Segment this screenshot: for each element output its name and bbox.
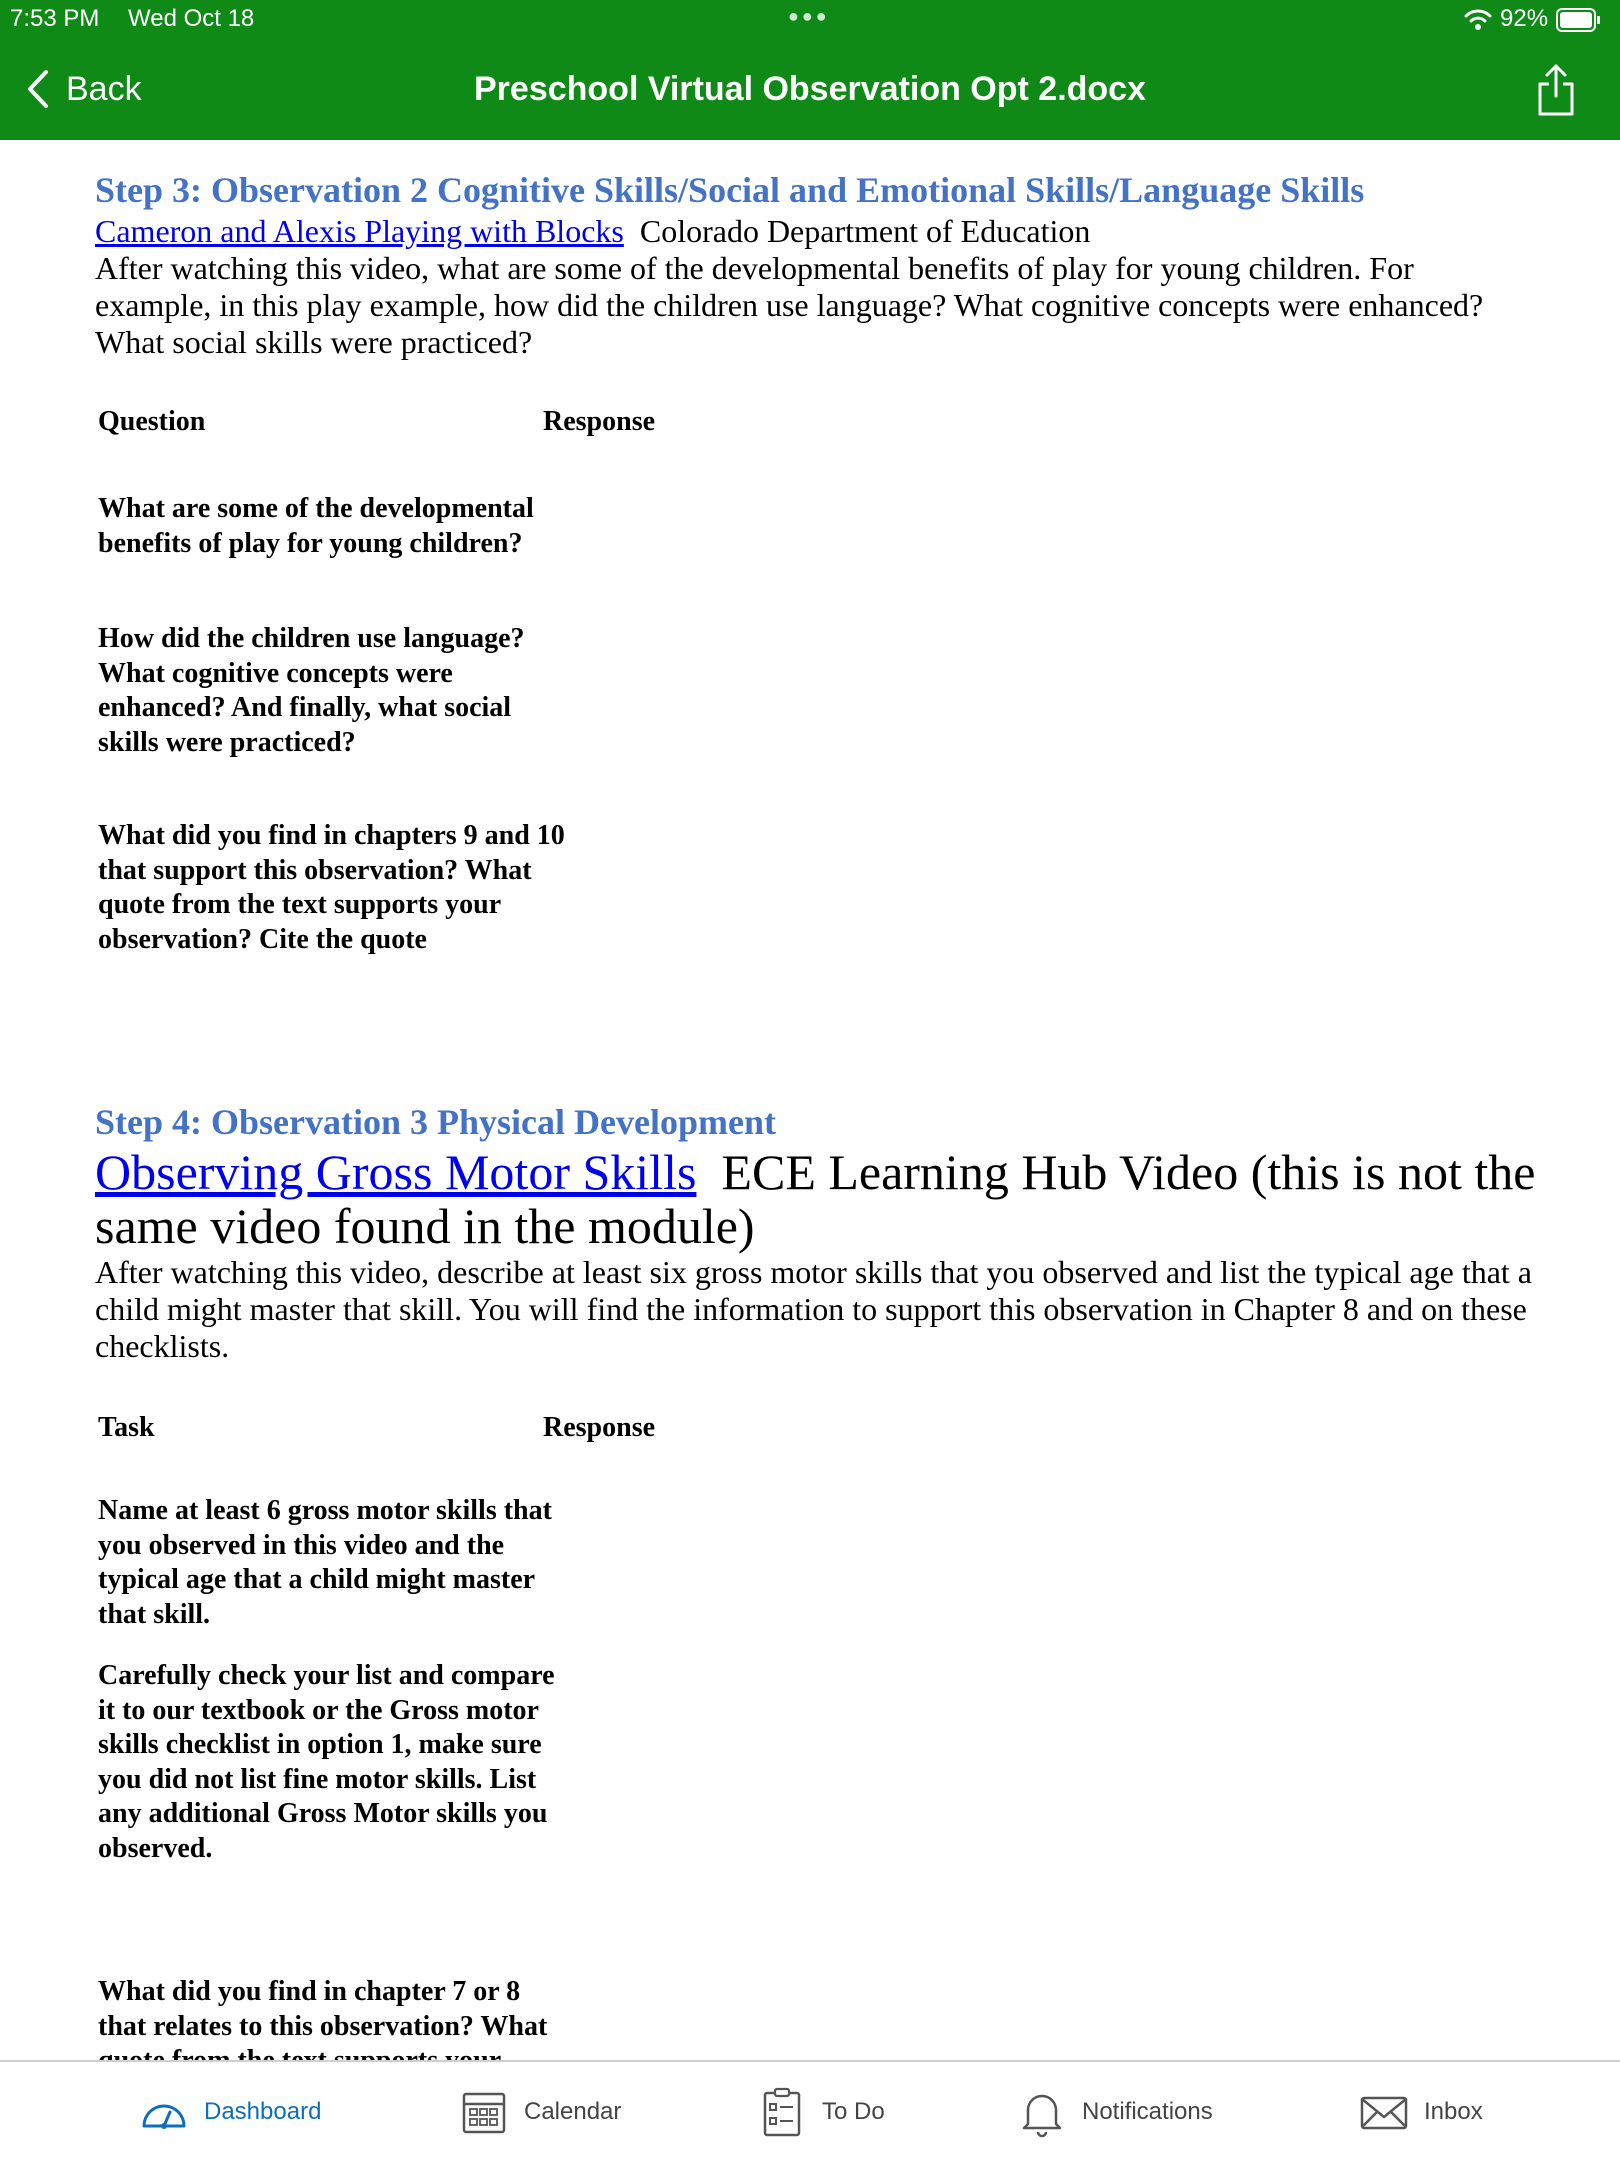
chevron-left-icon xyxy=(24,68,52,110)
back-button[interactable] xyxy=(24,66,142,112)
step3-question-header: Question xyxy=(98,406,206,437)
todo-icon xyxy=(756,2086,808,2138)
step4-task: Carefully check your list and compare it to our textbook or the Gross motor skills checklist in option 1, make sure you did not list fine motor skills. List any additional Gross Motor skills you observed. xyxy=(98,1660,555,1864)
step3-video-link[interactable]: Cameron and Alexis Playing with Blocks xyxy=(95,213,624,249)
dashboard-icon xyxy=(138,2086,190,2138)
tab-notifications[interactable] xyxy=(1016,2082,1213,2142)
battery-icon xyxy=(1556,8,1600,32)
document-view[interactable] xyxy=(0,140,1620,2060)
step3-heading: Step 3: Observation 2 Cognitive Skills/Social and Emotional Skills/Language Skills xyxy=(95,170,1365,210)
battery-percent: 92% xyxy=(1500,5,1549,32)
step4-source-line xyxy=(95,1145,1575,1253)
tab-inbox[interactable] xyxy=(1358,2082,1483,2142)
app-header xyxy=(0,0,1620,140)
inbox-icon xyxy=(1358,2086,1410,2138)
step4-heading: Step 4: Observation 3 Physical Development xyxy=(95,1102,776,1142)
wifi-icon xyxy=(1464,7,1492,31)
step4-source: ECE Learning Hub Video (this is not the same video found in the module) xyxy=(95,1144,1536,1254)
step3-question: What did you find in chapters 9 and 10 that support this observation? What quote from the text supports your observation? Cite the quote xyxy=(98,820,565,955)
tab-label: To Do xyxy=(822,2098,885,2125)
bell-icon xyxy=(1016,2086,1068,2138)
tab-calendar[interactable] xyxy=(458,2082,621,2142)
step4-task: Name at least 6 gross motor skills that you observed in this video and the typical age that a child might master that skill. xyxy=(98,1495,552,1630)
status-date: Wed Oct 18 xyxy=(128,5,255,32)
step3-question: What are some of the developmental benefits of play for young children? xyxy=(98,493,534,559)
step4-response-header: Response xyxy=(543,1412,656,1443)
step4-task-header: Task xyxy=(98,1412,155,1443)
share-icon[interactable] xyxy=(1534,62,1578,118)
tab-todo[interactable] xyxy=(756,2082,885,2142)
tab-label: Calendar xyxy=(524,2098,622,2125)
tab-bar xyxy=(0,2060,1620,2162)
tab-label: Inbox xyxy=(1424,2098,1483,2125)
step4-task: What did you find in chapter 7 or 8 that relates to this observation? What xyxy=(98,1976,548,2042)
step3-source: Colorado Department of Education xyxy=(639,213,1091,249)
calendar-icon xyxy=(458,2086,510,2138)
tab-label: Dashboard xyxy=(204,2098,322,2125)
step3-source-line xyxy=(95,213,1575,250)
step3-question: How did the children use language? What cognitive concepts were enhanced? And finally, what social skills were practiced? xyxy=(98,623,525,758)
step4-video-link[interactable]: Observing Gross Motor Skills xyxy=(95,1144,697,1200)
status-time: 7:53 PM xyxy=(10,5,100,32)
step4-prompt: After watching this video, describe at least six gross motor skills that you observed and list the typical age that a child might master that skill. You will find the information to support this observation in Chapter 8 and on these checklists. xyxy=(95,1254,1532,1364)
multitasking-dots-icon[interactable]: ●●● xyxy=(788,6,830,26)
document-title: Preschool Virtual Observation Opt 2.docx xyxy=(474,70,1146,108)
tab-dashboard[interactable] xyxy=(138,2082,321,2142)
back-label: Back xyxy=(66,69,142,108)
navigation-bar xyxy=(0,40,1620,140)
status-bar xyxy=(0,0,1620,40)
step3-prompt: After watching this video, what are some of the developmental benefits of play for young children. For example, in this play example, how did the children use language? What cognitive concepts were enhanced? What social skills were practiced? xyxy=(95,250,1484,360)
step3-response-header: Response xyxy=(543,406,656,437)
tab-label: Notifications xyxy=(1082,2098,1213,2125)
